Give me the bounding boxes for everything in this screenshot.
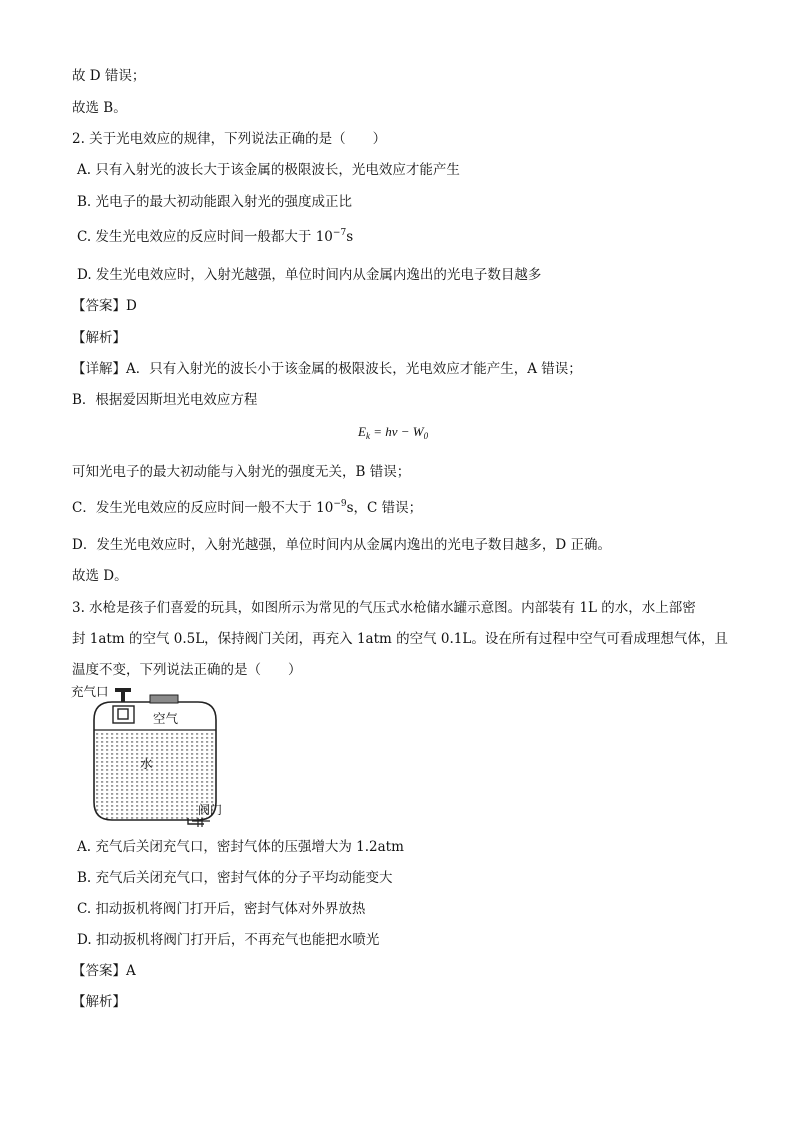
option-c-exponent: −7 (332, 228, 347, 238)
question-3-option-a: A. 充气后关闭充气口，密封气体的压强增大为 1.2atm (77, 839, 404, 855)
tank-svg (70, 684, 240, 832)
option-c-text: C. 发生光电效应的反应时间一般都大于 10 (77, 229, 333, 245)
question-2-option-c (77, 227, 353, 247)
einstein-equation (358, 424, 428, 440)
valve-label: 阀门 (198, 803, 223, 817)
question-2-conclusion: 故选 D。 (72, 568, 128, 584)
equation-e: E (358, 424, 366, 439)
question-2-option-b: B. 光电子的最大初动能跟入射光的强度成正比 (77, 194, 353, 210)
detail-c-exponent: −9 (333, 499, 347, 509)
question-2-answer: 【答案】D (72, 298, 137, 314)
question-2-detail-c (72, 498, 422, 518)
text-line: 故 D 错误； (72, 68, 146, 84)
option-c-unit: s (346, 229, 354, 245)
question-2-detail-d: D．发生光电效应时，入射光越强，单位时间内从金属内逸出的光电子数目越多，D 正确。 (72, 537, 611, 553)
equation-w-subscript: 0 (423, 431, 429, 441)
question-2-detail-b: B．根据爱因斯坦光电效应方程 (72, 392, 258, 408)
inlet-handle (115, 688, 131, 692)
question-3-option-d: D. 扣动扳机将阀门打开后，不再充气也能把水喷光 (77, 932, 380, 948)
equation-rhs: = hν − W (369, 424, 424, 439)
question-2-detail-b2: 可知光电子的最大初动能与入射光的强度无关，B 错误； (72, 464, 411, 480)
detail-c-tail: s，C 错误； (346, 500, 423, 516)
question-3-option-b: B. 充气后关闭充气口，密封气体的分子平均动能变大 (77, 870, 393, 886)
water-label: 水 (140, 756, 153, 771)
question-3-stem-line2: 封 1atm 的空气 0.5L，保持阀门关闭，再充入 1atm 的空气 0.1L。设在所有过程中空气可看成理想气体，且 (72, 631, 728, 647)
question-3-analysis-heading: 【解析】 (72, 994, 126, 1010)
air-label: 空气 (153, 711, 179, 726)
question-2-analysis-heading: 【解析】 (72, 330, 126, 346)
question-2-detail-a: 【详解】A．只有入射光的波长小于该金属的极限波长，光电效应才能产生，A 错误； (72, 361, 582, 377)
inlet-label: 充气口 (71, 684, 109, 699)
question-2-option-a: A. 只有入射光的波长大于该金属的极限波长，光电效应才能产生 (77, 162, 460, 178)
inlet-pipe (121, 692, 125, 702)
inlet-box-inner (118, 709, 128, 719)
question-3-stem-line1: 3. 水枪是孩子们喜爱的玩具，如图所示为常见的气压式水枪储水罐示意图。内部装有 1L 的水，水上部密 (72, 600, 696, 616)
text-line: 故选 B。 (72, 100, 127, 116)
trigger-bar (150, 695, 178, 703)
question-3-stem-line3: 温度不变，下列说法正确的是（ ） (72, 662, 302, 678)
question-2-option-d: D. 发生光电效应时，入射光越强，单位时间内从金属内逸出的光电子数目越多 (77, 267, 542, 283)
question-3-answer: 【答案】A (72, 963, 136, 979)
detail-c-text: C．发生光电效应的反应时间一般不大于 10 (72, 500, 334, 516)
water-gun-tank-diagram (70, 684, 240, 832)
equation-e-subscript: k (365, 431, 370, 441)
question-3-option-c: C. 扣动扳机将阀门打开后，密封气体对外界放热 (77, 901, 366, 917)
question-2-stem: 2. 关于光电效应的规律，下列说法正确的是（ ） (72, 131, 387, 147)
